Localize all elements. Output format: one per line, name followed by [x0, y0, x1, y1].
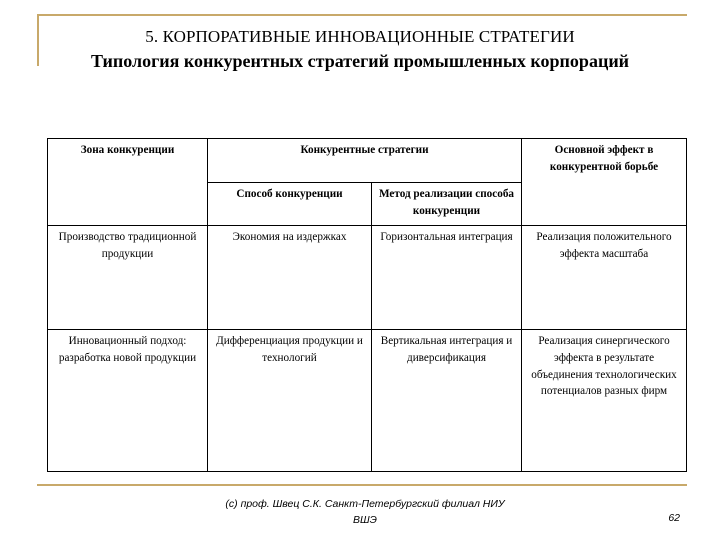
cell-effect: Реализация положительного эффекта масштаба	[522, 226, 687, 330]
cell-zone: Инновационный подход: разработка новой продукции	[48, 330, 208, 472]
footer-credit: (с) проф. Швец С.К. Санкт-Петербургский филиал НИУ ВШЭ	[225, 498, 505, 527]
table-row	[48, 226, 687, 330]
header-strategies: Конкурентные стратегии	[208, 139, 522, 183]
slide-title: 5. КОРПОРАТИВНЫЕ ИННОВАЦИОННЫЕ СТРАТЕГИИ	[145, 27, 575, 46]
table-header-row	[48, 139, 687, 183]
footer-divider	[37, 484, 687, 486]
slide-subtitle: Типология конкурентных стратегий промышленных корпораций	[90, 51, 630, 71]
cell-method: Вертикальная интеграция и диверсификация	[372, 330, 522, 472]
strategy-table	[47, 138, 687, 472]
cell-way: Экономия на издержках	[208, 226, 372, 330]
cell-method: Горизонтальная интеграция	[372, 226, 522, 330]
header-effect: Основной эффект в конкурентной борьбе	[522, 139, 687, 226]
table-row	[48, 330, 687, 472]
decor-bracket-top	[37, 14, 687, 16]
cell-effect: Реализация синергического эффекта в результате объединения технологических потенциалов разных фирм	[522, 330, 687, 472]
cell-way: Дифференциация продукции и технологий	[208, 330, 372, 472]
header-method: Метод реализации способа конкуренции	[372, 183, 522, 226]
header-way: Способ конкуренции	[208, 183, 372, 226]
cell-zone: Производство традиционной продукции	[48, 226, 208, 330]
page-number: 62	[668, 512, 680, 524]
header-zone: Зона конкуренции	[48, 139, 208, 226]
